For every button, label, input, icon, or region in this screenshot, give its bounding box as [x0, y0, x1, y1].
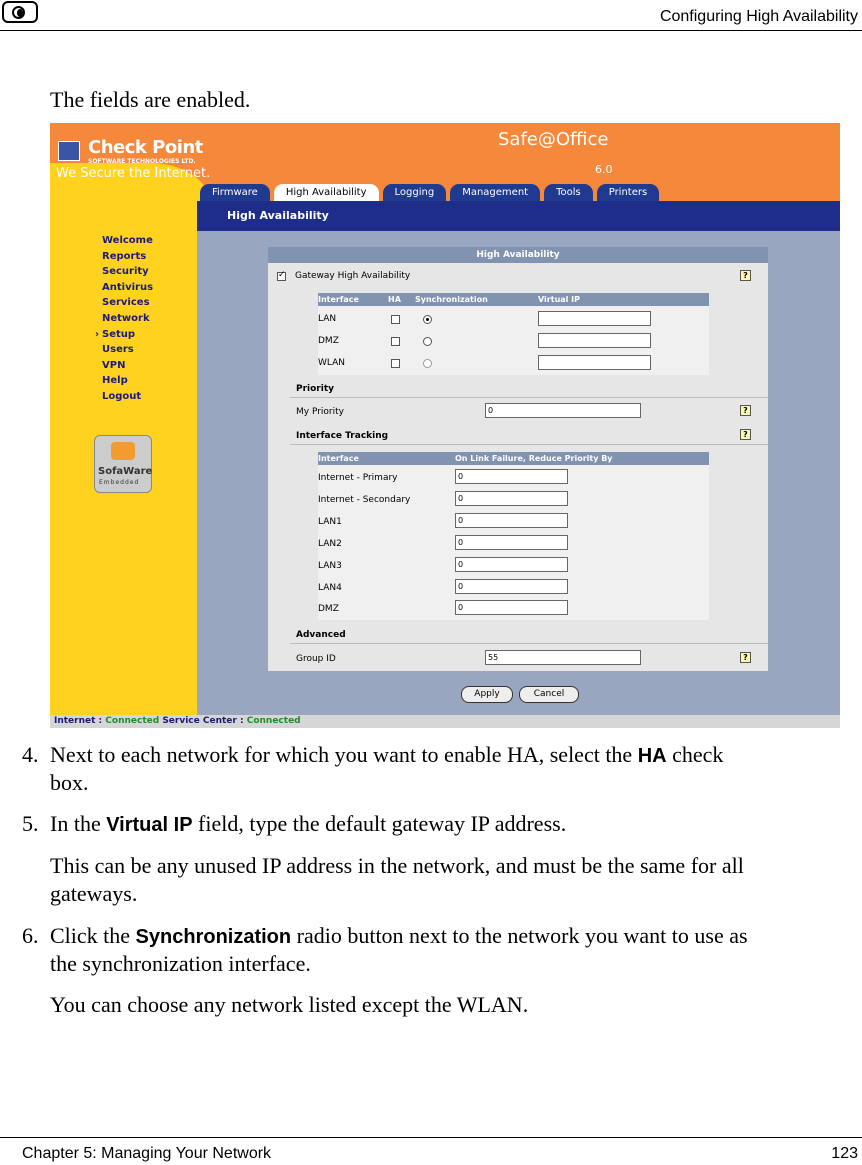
logo-sub: SOFTWARE TECHNOLOGIES LTD. [88, 158, 196, 165]
help-icon[interactable]: ? [740, 270, 751, 281]
my-priority-input[interactable]: 0 [485, 403, 641, 418]
step-4-continued: box. [50, 770, 89, 795]
tab-bar [200, 184, 659, 201]
sync-radio-lan[interactable] [423, 315, 432, 324]
checkpoint-logo-icon [58, 141, 80, 161]
tracking-priority-input[interactable]: 0 [455, 535, 568, 550]
tab-firmware[interactable]: Firmware [200, 184, 270, 201]
product-brand: Safe@Office [498, 129, 609, 150]
menu-network[interactable]: Network [102, 312, 150, 324]
tab-logging[interactable]: Logging [383, 184, 447, 201]
cancel-button[interactable]: Cancel [519, 686, 579, 703]
step-6: Click the Synchronization radio button next to the network you want to use as [50, 923, 748, 948]
tab-management[interactable]: Management [450, 184, 540, 201]
apply-button[interactable]: Apply [461, 686, 513, 703]
menu-vpn[interactable]: VPN [102, 359, 126, 371]
menu-services[interactable]: Services [102, 297, 150, 309]
intro-text: The fields are enabled. [50, 87, 251, 112]
help-icon[interactable]: ? [740, 652, 751, 663]
my-priority-label: My Priority [296, 407, 344, 417]
armchair-icon [111, 442, 135, 460]
step-6-note: You can choose any network listed except the WLAN. [50, 992, 529, 1017]
tracking-row-name: LAN3 [318, 561, 342, 571]
net-row-name: WLAN [318, 358, 346, 368]
tracking-row-name: LAN1 [318, 517, 342, 527]
internet-status: Connected [105, 716, 160, 726]
virtual-ip-input-wlan[interactable] [538, 355, 651, 370]
panel-title: High Availability [268, 247, 768, 263]
help-icon[interactable]: ? [740, 429, 751, 440]
menu-reports[interactable]: Reports [102, 250, 147, 262]
gateway-ha-checkbox[interactable] [277, 272, 286, 281]
tracking-priority-input[interactable]: 0 [455, 557, 568, 572]
menu-logout[interactable]: Logout [102, 390, 142, 402]
gateway-ha-label: Gateway High Availability [295, 271, 411, 281]
note-icon [2, 1, 38, 23]
tracking-priority-input[interactable]: 0 [455, 579, 568, 594]
tracking-row-name: DMZ [318, 604, 339, 614]
group-id-label: Group ID [296, 654, 336, 664]
step-number: 4. [22, 742, 39, 767]
sync-radio-dmz[interactable] [423, 337, 432, 346]
tracking-priority-input[interactable]: 0 [455, 513, 568, 528]
step-4: Next to each network for which you want to enable HA, select the HA check [50, 742, 724, 767]
page-number: 123 [831, 1145, 858, 1162]
service-center-status: Connected [246, 716, 301, 726]
tab-tools[interactable]: Tools [544, 184, 593, 201]
tab-printers[interactable]: Printers [597, 184, 659, 201]
virtual-ip-input-dmz[interactable] [538, 333, 651, 348]
tracking-row-name: Internet - Primary [318, 473, 398, 483]
embedded-screenshot [50, 123, 840, 728]
step-5-note: This can be any unused IP address in the network, and must be the same for all [50, 853, 744, 878]
tracking-heading: Interface Tracking [296, 431, 389, 441]
tracking-priority-input[interactable]: 0 [455, 491, 568, 506]
step-5: In the Virtual IP field, type the default gateway IP address. [50, 811, 567, 836]
tracking-priority-input[interactable]: 0 [455, 600, 568, 615]
menu-welcome[interactable]: Welcome [102, 235, 153, 246]
running-header: Configuring High Availability [659, 8, 858, 25]
status-bar: Internet : Connected Service Center : Connected [50, 715, 840, 728]
menu-security[interactable]: Security [102, 266, 149, 278]
menu-setup[interactable]: › Setup [102, 327, 153, 343]
product-version: 6.0 [595, 163, 613, 176]
menu-help[interactable]: Help [102, 375, 128, 387]
logo-tagline: We Secure the Internet. [56, 166, 211, 181]
net-row-name: LAN [318, 314, 337, 324]
ha-checkbox-wlan[interactable] [391, 359, 400, 368]
step-6-continued: the synchronization interface. [50, 951, 311, 976]
header-rule [0, 30, 862, 31]
menu-users[interactable]: Users [102, 344, 134, 356]
ha-checkbox-dmz[interactable] [391, 337, 400, 346]
group-id-input[interactable]: 55 [485, 650, 641, 665]
sidebar-menu [102, 233, 153, 405]
section-title: High Availability [227, 209, 329, 222]
chapter-title: Chapter 5: Managing Your Network [22, 1145, 272, 1162]
step-number: 5. [22, 811, 39, 836]
priority-heading: Priority [296, 384, 334, 394]
sync-radio-wlan[interactable] [423, 359, 432, 368]
ha-panel [268, 247, 768, 671]
ha-checkbox-lan[interactable] [391, 315, 400, 324]
section-bar [197, 201, 840, 231]
virtual-ip-input-lan[interactable] [538, 311, 651, 326]
tracking-priority-input[interactable]: 0 [455, 469, 568, 484]
tracking-row-name: LAN2 [318, 539, 342, 549]
menu-antivirus[interactable]: Antivirus [102, 281, 154, 293]
network-table-header: Interface HA Synchronization Virtual IP [318, 293, 709, 306]
net-row-name: DMZ [318, 336, 339, 346]
step-number: 6. [22, 923, 39, 948]
footer-rule [0, 1137, 862, 1138]
tracking-row-name: Internet - Secondary [318, 495, 411, 505]
sofaware-logo: SofaWare Embedded [94, 435, 152, 493]
tab-high-availability[interactable]: High Availability [274, 184, 379, 201]
step-5-note-continued: gateways. [50, 881, 138, 906]
advanced-heading: Advanced [296, 630, 346, 640]
tracking-table-header: Interface On Link Failure, Reduce Priority By [318, 452, 709, 465]
tracking-row-name: LAN4 [318, 583, 342, 593]
help-icon[interactable]: ? [740, 405, 751, 416]
logo-name: Check Point [88, 137, 203, 158]
